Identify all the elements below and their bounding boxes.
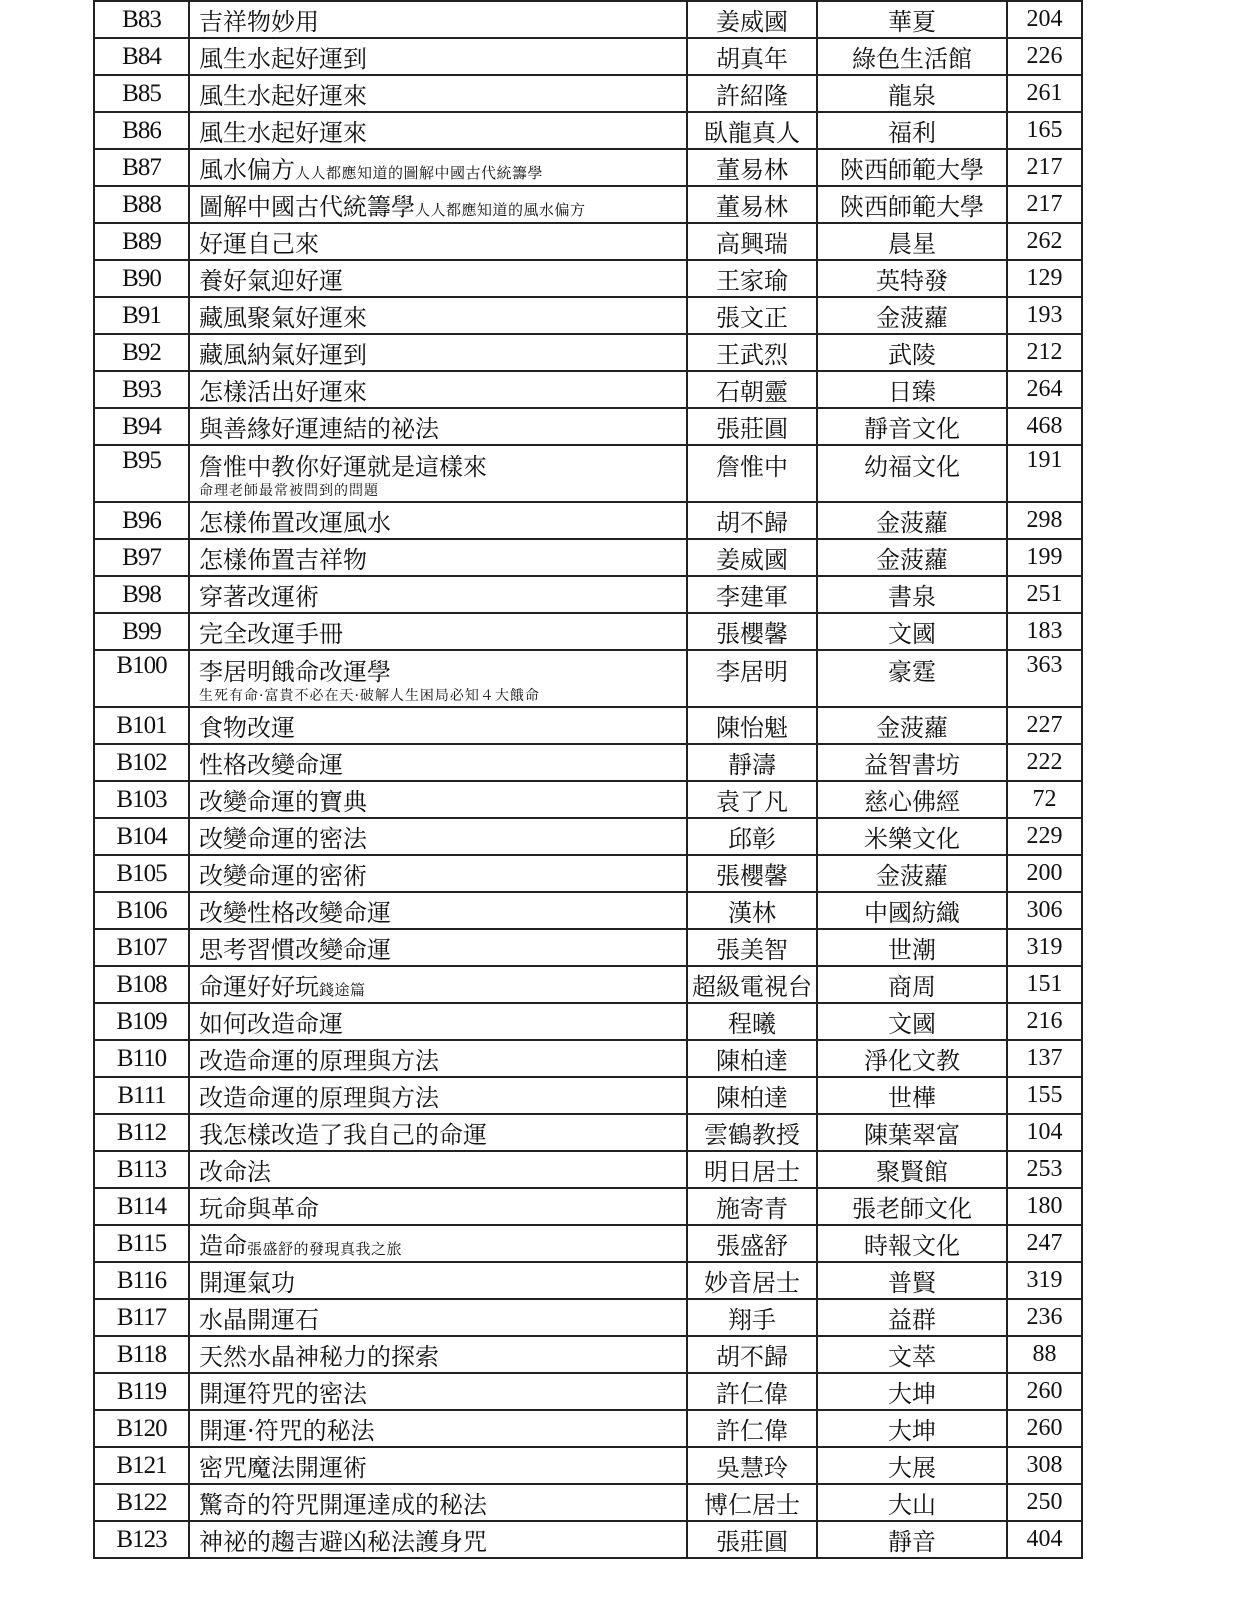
book-publisher: 益群 [817, 1299, 1007, 1336]
book-title-cell [189, 149, 687, 186]
book-pages: 308 [1007, 1447, 1082, 1484]
book-publisher: 龍泉 [817, 75, 1007, 112]
book-pages: 226 [1007, 38, 1082, 75]
book-id: B89 [94, 223, 189, 260]
book-publisher: 陝西師範大學 [817, 149, 1007, 186]
table-row [94, 223, 1082, 260]
book-publisher: 世潮 [817, 929, 1007, 966]
book-pages: 319 [1007, 1262, 1082, 1299]
book-title-cell [189, 1521, 687, 1558]
book-author: 張櫻馨 [687, 855, 817, 892]
book-title: 開運·符咒的秘法 [199, 1417, 375, 1445]
book-author: 張文正 [687, 297, 817, 334]
book-publisher: 大展 [817, 1447, 1007, 1484]
book-title: 穿著改運術 [199, 583, 319, 611]
book-publisher: 世樺 [817, 1077, 1007, 1114]
book-list-table [93, 0, 1083, 1559]
book-title: 怎樣活出好運來 [199, 378, 367, 406]
book-author: 程曦 [687, 1003, 817, 1040]
book-title: 思考習慣改變命運 [199, 936, 391, 964]
book-id: B115 [94, 1225, 189, 1262]
book-publisher: 靜音文化 [817, 408, 1007, 445]
book-author: 胡不歸 [687, 1336, 817, 1373]
book-publisher: 慈心佛經 [817, 781, 1007, 818]
table-row [94, 1225, 1082, 1262]
book-author: 許仁偉 [687, 1373, 817, 1410]
table-row [94, 334, 1082, 371]
book-publisher: 金菠蘿 [817, 502, 1007, 539]
book-id: B85 [94, 75, 189, 112]
book-pages: 199 [1007, 539, 1082, 576]
book-title: 吉祥物妙用 [199, 8, 319, 36]
book-pages: 262 [1007, 223, 1082, 260]
table-row [94, 650, 1082, 707]
book-publisher: 綠色生活館 [817, 38, 1007, 75]
book-title-cell [189, 445, 687, 502]
book-author: 王武烈 [687, 334, 817, 371]
book-title: 開運符咒的密法 [199, 1380, 367, 1408]
book-author: 張美智 [687, 929, 817, 966]
book-id: B111 [94, 1077, 189, 1114]
book-publisher: 金菠蘿 [817, 297, 1007, 334]
book-title-cell [189, 613, 687, 650]
book-title-cell [189, 1188, 687, 1225]
book-publisher: 淨化文教 [817, 1040, 1007, 1077]
book-id: B113 [94, 1151, 189, 1188]
book-pages: 404 [1007, 1521, 1082, 1558]
book-title-cell [189, 260, 687, 297]
book-title: 怎樣佈置吉祥物 [199, 546, 367, 574]
table-row [94, 1373, 1082, 1410]
book-publisher: 大山 [817, 1484, 1007, 1521]
book-pages: 191 [1007, 445, 1082, 502]
book-title: 藏風聚氣好運來 [199, 304, 367, 332]
book-author: 袁了凡 [687, 781, 817, 818]
book-pages: 236 [1007, 1299, 1082, 1336]
book-id: B103 [94, 781, 189, 818]
book-id: B91 [94, 297, 189, 334]
book-publisher: 張老師文化 [817, 1188, 1007, 1225]
table-row [94, 892, 1082, 929]
book-title-cell [189, 1, 687, 38]
book-title: 與善緣好運連結的祕法 [199, 415, 439, 443]
book-title-cell [189, 223, 687, 260]
book-id: B90 [94, 260, 189, 297]
book-pages: 298 [1007, 502, 1082, 539]
table-row [94, 1114, 1082, 1151]
book-publisher: 大坤 [817, 1410, 1007, 1447]
book-title-cell [189, 707, 687, 744]
book-id: B99 [94, 613, 189, 650]
book-publisher: 金菠蘿 [817, 707, 1007, 744]
book-pages: 306 [1007, 892, 1082, 929]
table-row [94, 1410, 1082, 1447]
book-author: 姜威國 [687, 1, 817, 38]
book-pages: 165 [1007, 112, 1082, 149]
book-subtitle: 人人都應知道的圖解中國古代統籌學 [295, 164, 544, 182]
book-title: 圖解中國古代統籌學 [199, 193, 415, 221]
book-title-cell [189, 539, 687, 576]
book-title: 開運氣功 [199, 1269, 295, 1297]
book-title: 改造命運的原理與方法 [199, 1047, 439, 1075]
book-publisher: 幼福文化 [817, 445, 1007, 502]
book-author: 張莊圓 [687, 1521, 817, 1558]
book-author: 明日居士 [687, 1151, 817, 1188]
book-author: 許仁偉 [687, 1410, 817, 1447]
table-row [94, 1077, 1082, 1114]
book-publisher: 大坤 [817, 1373, 1007, 1410]
book-pages: 222 [1007, 744, 1082, 781]
table-row [94, 260, 1082, 297]
book-id: B83 [94, 1, 189, 38]
book-title: 改變命運的密法 [199, 825, 367, 853]
book-author: 臥龍真人 [687, 112, 817, 149]
table-row [94, 149, 1082, 186]
book-publisher: 文國 [817, 613, 1007, 650]
book-id: B92 [94, 334, 189, 371]
book-title: 驚奇的符咒開運達成的秘法 [199, 1491, 487, 1519]
book-id: B97 [94, 539, 189, 576]
book-title: 風水偏方 [199, 156, 295, 184]
book-title-cell [189, 1003, 687, 1040]
book-title: 天然水晶神秘力的探索 [199, 1343, 439, 1371]
book-pages: 212 [1007, 334, 1082, 371]
book-author: 吳慧玲 [687, 1447, 817, 1484]
table-row [94, 1, 1082, 38]
book-publisher: 普賢 [817, 1262, 1007, 1299]
book-title: 玩命與革命 [199, 1195, 319, 1223]
book-author: 胡不歸 [687, 502, 817, 539]
book-publisher: 時報文化 [817, 1225, 1007, 1262]
table-row [94, 855, 1082, 892]
book-id: B95 [94, 445, 189, 502]
table-row [94, 1262, 1082, 1299]
book-title: 造命 [199, 1232, 247, 1260]
book-author: 張櫻馨 [687, 613, 817, 650]
table-row [94, 502, 1082, 539]
book-pages: 468 [1007, 408, 1082, 445]
book-pages: 217 [1007, 186, 1082, 223]
book-author: 張盛舒 [687, 1225, 817, 1262]
book-id: B100 [94, 650, 189, 707]
book-author: 妙音居士 [687, 1262, 817, 1299]
book-publisher: 金菠蘿 [817, 855, 1007, 892]
table-row [94, 1040, 1082, 1077]
book-note: 生死有命·富貴不必在天·破解人生困局必知４大餓命 [199, 688, 540, 704]
book-title: 完全改運手冊 [199, 620, 343, 648]
book-list-body [94, 1, 1082, 1558]
book-id: B117 [94, 1299, 189, 1336]
book-id: B93 [94, 371, 189, 408]
book-id: B122 [94, 1484, 189, 1521]
book-title-cell [189, 1410, 687, 1447]
book-publisher: 金菠蘿 [817, 539, 1007, 576]
book-id: B107 [94, 929, 189, 966]
table-row [94, 781, 1082, 818]
book-subtitle: 人人都應知道的風水偏方 [415, 201, 586, 219]
book-title: 改變命運的密術 [199, 862, 367, 890]
book-id: B98 [94, 576, 189, 613]
book-title: 養好氣迎好運 [199, 267, 343, 295]
book-author: 博仁居士 [687, 1484, 817, 1521]
book-id: B94 [94, 408, 189, 445]
book-id: B86 [94, 112, 189, 149]
book-title: 風生水起好運到 [199, 45, 367, 73]
book-title: 水晶開運石 [199, 1306, 319, 1334]
table-row [94, 1003, 1082, 1040]
book-note: 命理老師最常被問到的問題 [199, 483, 379, 499]
book-title-cell [189, 892, 687, 929]
book-title-cell [189, 1225, 687, 1262]
book-pages: 260 [1007, 1410, 1082, 1447]
book-title-cell [189, 1262, 687, 1299]
book-title-cell [189, 650, 687, 707]
book-title: 性格改變命運 [199, 751, 343, 779]
book-title: 食物改運 [199, 714, 295, 742]
book-title: 怎樣佈置改運風水 [199, 509, 391, 537]
table-row [94, 1447, 1082, 1484]
book-title: 改造命運的原理與方法 [199, 1084, 439, 1112]
book-title: 我怎樣改造了我自己的命運 [199, 1121, 487, 1149]
book-subtitle: 張盛舒的發現真我之旅 [247, 1240, 403, 1258]
book-id: B114 [94, 1188, 189, 1225]
table-row [94, 929, 1082, 966]
book-publisher: 靜音 [817, 1521, 1007, 1558]
book-author: 高興瑞 [687, 223, 817, 260]
book-title: 命運好好玩 [199, 973, 319, 1001]
book-pages: 129 [1007, 260, 1082, 297]
book-author: 許紹隆 [687, 75, 817, 112]
book-author: 翔手 [687, 1299, 817, 1336]
book-title-cell [189, 1447, 687, 1484]
book-publisher: 中國紡織 [817, 892, 1007, 929]
book-author: 李建軍 [687, 576, 817, 613]
table-row [94, 1151, 1082, 1188]
book-pages: 247 [1007, 1225, 1082, 1262]
book-publisher: 文國 [817, 1003, 1007, 1040]
book-title: 改變性格改變命運 [199, 899, 391, 927]
book-publisher: 晨星 [817, 223, 1007, 260]
table-row [94, 1521, 1082, 1558]
book-title: 好運自己來 [199, 230, 319, 258]
book-pages: 204 [1007, 1, 1082, 38]
book-id: B110 [94, 1040, 189, 1077]
table-row [94, 112, 1082, 149]
book-title: 藏風納氣好運到 [199, 341, 367, 369]
book-title-cell [189, 408, 687, 445]
book-id: B119 [94, 1373, 189, 1410]
book-publisher: 武陵 [817, 334, 1007, 371]
table-row [94, 1188, 1082, 1225]
book-id: B101 [94, 707, 189, 744]
book-id: B96 [94, 502, 189, 539]
book-pages: 253 [1007, 1151, 1082, 1188]
table-row [94, 576, 1082, 613]
book-title-cell [189, 38, 687, 75]
book-title-cell [189, 1151, 687, 1188]
book-author: 詹惟中 [687, 445, 817, 502]
book-author: 李居明 [687, 650, 817, 707]
book-title: 改命法 [199, 1158, 271, 1186]
book-subtitle: 錢途篇 [319, 981, 366, 999]
table-row [94, 744, 1082, 781]
book-title-cell [189, 334, 687, 371]
book-id: B116 [94, 1262, 189, 1299]
book-pages: 251 [1007, 576, 1082, 613]
book-author: 董易林 [687, 149, 817, 186]
book-author: 陳怡魁 [687, 707, 817, 744]
book-id: B108 [94, 966, 189, 1003]
book-pages: 264 [1007, 371, 1082, 408]
book-title: 如何改造命運 [199, 1010, 343, 1038]
book-id: B121 [94, 1447, 189, 1484]
book-title-cell [189, 1077, 687, 1114]
book-title-cell [189, 1114, 687, 1151]
table-row [94, 186, 1082, 223]
book-publisher: 日臻 [817, 371, 1007, 408]
table-row [94, 1299, 1082, 1336]
book-pages: 363 [1007, 650, 1082, 707]
book-author: 靜濤 [687, 744, 817, 781]
book-publisher: 聚賢館 [817, 1151, 1007, 1188]
book-pages: 217 [1007, 149, 1082, 186]
book-title: 詹惟中教你好運就是這樣來 [199, 453, 487, 481]
table-row [94, 707, 1082, 744]
book-author: 張莊圓 [687, 408, 817, 445]
book-title-cell [189, 1299, 687, 1336]
book-pages: 250 [1007, 1484, 1082, 1521]
book-id: B106 [94, 892, 189, 929]
book-title-cell [189, 1040, 687, 1077]
book-publisher: 商周 [817, 966, 1007, 1003]
book-title-cell [189, 966, 687, 1003]
book-author: 陳柏達 [687, 1077, 817, 1114]
book-id: B88 [94, 186, 189, 223]
book-author: 超級電視台 [687, 966, 817, 1003]
book-title: 李居明餓命改運學 [199, 658, 391, 686]
table-row [94, 408, 1082, 445]
book-pages: 104 [1007, 1114, 1082, 1151]
table-row [94, 613, 1082, 650]
table-row [94, 371, 1082, 408]
book-pages: 155 [1007, 1077, 1082, 1114]
book-id: B102 [94, 744, 189, 781]
book-title-cell [189, 1484, 687, 1521]
book-author: 姜威國 [687, 539, 817, 576]
book-title-cell [189, 818, 687, 855]
table-row [94, 38, 1082, 75]
book-pages: 72 [1007, 781, 1082, 818]
book-publisher: 華夏 [817, 1, 1007, 38]
book-pages: 319 [1007, 929, 1082, 966]
book-title-cell [189, 855, 687, 892]
book-pages: 137 [1007, 1040, 1082, 1077]
book-title-cell [189, 371, 687, 408]
book-title-cell [189, 297, 687, 334]
book-publisher: 米樂文化 [817, 818, 1007, 855]
book-pages: 200 [1007, 855, 1082, 892]
book-publisher: 陳葉翠富 [817, 1114, 1007, 1151]
book-title: 風生水起好運來 [199, 82, 367, 110]
book-title: 神祕的趨吉避凶秘法護身咒 [199, 1528, 487, 1556]
book-publisher: 書泉 [817, 576, 1007, 613]
book-pages: 183 [1007, 613, 1082, 650]
book-author: 胡真年 [687, 38, 817, 75]
book-title-cell [189, 1336, 687, 1373]
table-row [94, 297, 1082, 334]
book-author: 施寄青 [687, 1188, 817, 1225]
book-title-cell [189, 744, 687, 781]
book-pages: 151 [1007, 966, 1082, 1003]
book-publisher: 益智書坊 [817, 744, 1007, 781]
book-pages: 227 [1007, 707, 1082, 744]
book-id: B112 [94, 1114, 189, 1151]
book-pages: 261 [1007, 75, 1082, 112]
book-title-cell [189, 576, 687, 613]
book-id: B120 [94, 1410, 189, 1447]
book-title-cell [189, 75, 687, 112]
book-author: 石朝靈 [687, 371, 817, 408]
book-id: B109 [94, 1003, 189, 1040]
table-row [94, 818, 1082, 855]
book-author: 董易林 [687, 186, 817, 223]
book-author: 漢林 [687, 892, 817, 929]
book-pages: 88 [1007, 1336, 1082, 1373]
book-title-cell [189, 929, 687, 966]
book-publisher: 陝西師範大學 [817, 186, 1007, 223]
book-author: 雲鶴教授 [687, 1114, 817, 1151]
book-pages: 216 [1007, 1003, 1082, 1040]
book-title: 密咒魔法開運術 [199, 1454, 367, 1482]
table-row [94, 445, 1082, 502]
book-author: 陳柏達 [687, 1040, 817, 1077]
book-pages: 229 [1007, 818, 1082, 855]
book-publisher: 豪霆 [817, 650, 1007, 707]
book-pages: 180 [1007, 1188, 1082, 1225]
table-row [94, 539, 1082, 576]
table-row [94, 1336, 1082, 1373]
book-id: B87 [94, 149, 189, 186]
table-row [94, 1484, 1082, 1521]
book-id: B118 [94, 1336, 189, 1373]
book-id: B84 [94, 38, 189, 75]
book-id: B105 [94, 855, 189, 892]
book-author: 王家瑜 [687, 260, 817, 297]
table-row [94, 75, 1082, 112]
table-row [94, 966, 1082, 1003]
book-publisher: 英特發 [817, 260, 1007, 297]
book-id: B104 [94, 818, 189, 855]
book-pages: 260 [1007, 1373, 1082, 1410]
book-title-cell [189, 186, 687, 223]
book-pages: 193 [1007, 297, 1082, 334]
book-title-cell [189, 112, 687, 149]
book-id: B123 [94, 1521, 189, 1558]
book-title-cell [189, 502, 687, 539]
book-title: 風生水起好運來 [199, 119, 367, 147]
book-title-cell [189, 1373, 687, 1410]
book-publisher: 福利 [817, 112, 1007, 149]
book-author: 邱彰 [687, 818, 817, 855]
book-title-cell [189, 781, 687, 818]
book-title: 改變命運的寶典 [199, 788, 367, 816]
book-publisher: 文萃 [817, 1336, 1007, 1373]
